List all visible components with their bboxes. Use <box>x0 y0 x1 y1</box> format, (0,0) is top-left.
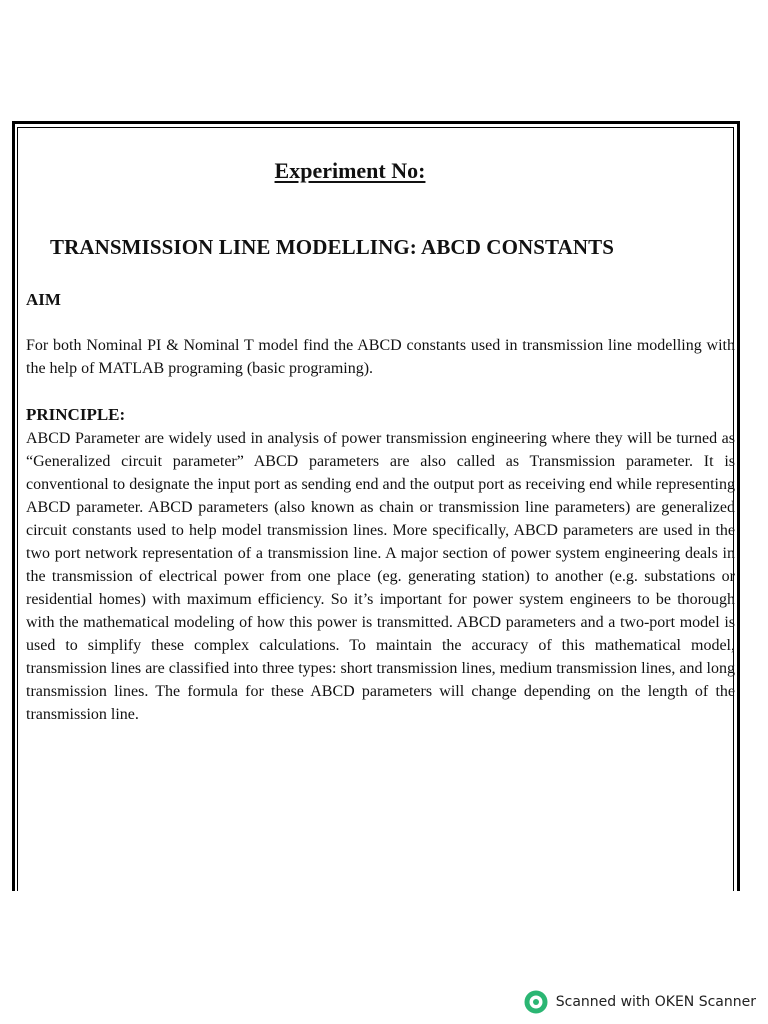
document-title: TRANSMISSION LINE MODELLING: ABCD CONSTANTS <box>50 235 615 259</box>
experiment-number-label: Experiment No: <box>274 158 426 183</box>
scanner-watermark-text: Scanned with OKEN Scanner <box>555 994 756 1010</box>
aim-heading: AIM <box>26 290 61 309</box>
principle-paragraph: ABCD Parameter are widely used in analysis of power transmission engineering where they will be turned as “Generalized circuit parameter” ABCD parameters are also called as Transmission parameter. It is conventional to designate the input port as sending end and the output port as receiving end while representing ABCD parameter. ABCD parameters (also known as chain or transmission line parameters) are generalized circuit constants used to help model transmission lines. More specifically, ABCD parameters are used in the two port network representation of a transmission line. A major section of power system engineering deals in the transmission of electrical power from one place (eg. generating station) to another (e.g. substations or residential homes) with maximum efficiency. So it’s important for power system engineers to be thorough with the mathematical modeling of how this power is transmitted. ABCD parameters and a two-port model is used to simplify these complex calculations. To maintain the accuracy of this mathematical model, transmission lines are classified into three types: short transmission lines, medium transmission lines, and long transmission lines. The formula for these ABCD parameters will change depending on the length of the transmission line. <box>26 430 735 723</box>
scanner-watermark <box>524 990 756 1014</box>
aim-paragraph: For both Nominal PI & Nominal T model find the ABCD constants used in transmission line modelling with the help of MATLAB programing (basic programing). <box>26 337 735 377</box>
oken-scanner-logo-icon <box>524 990 548 1014</box>
principle-heading: PRINCIPLE: <box>26 405 126 424</box>
